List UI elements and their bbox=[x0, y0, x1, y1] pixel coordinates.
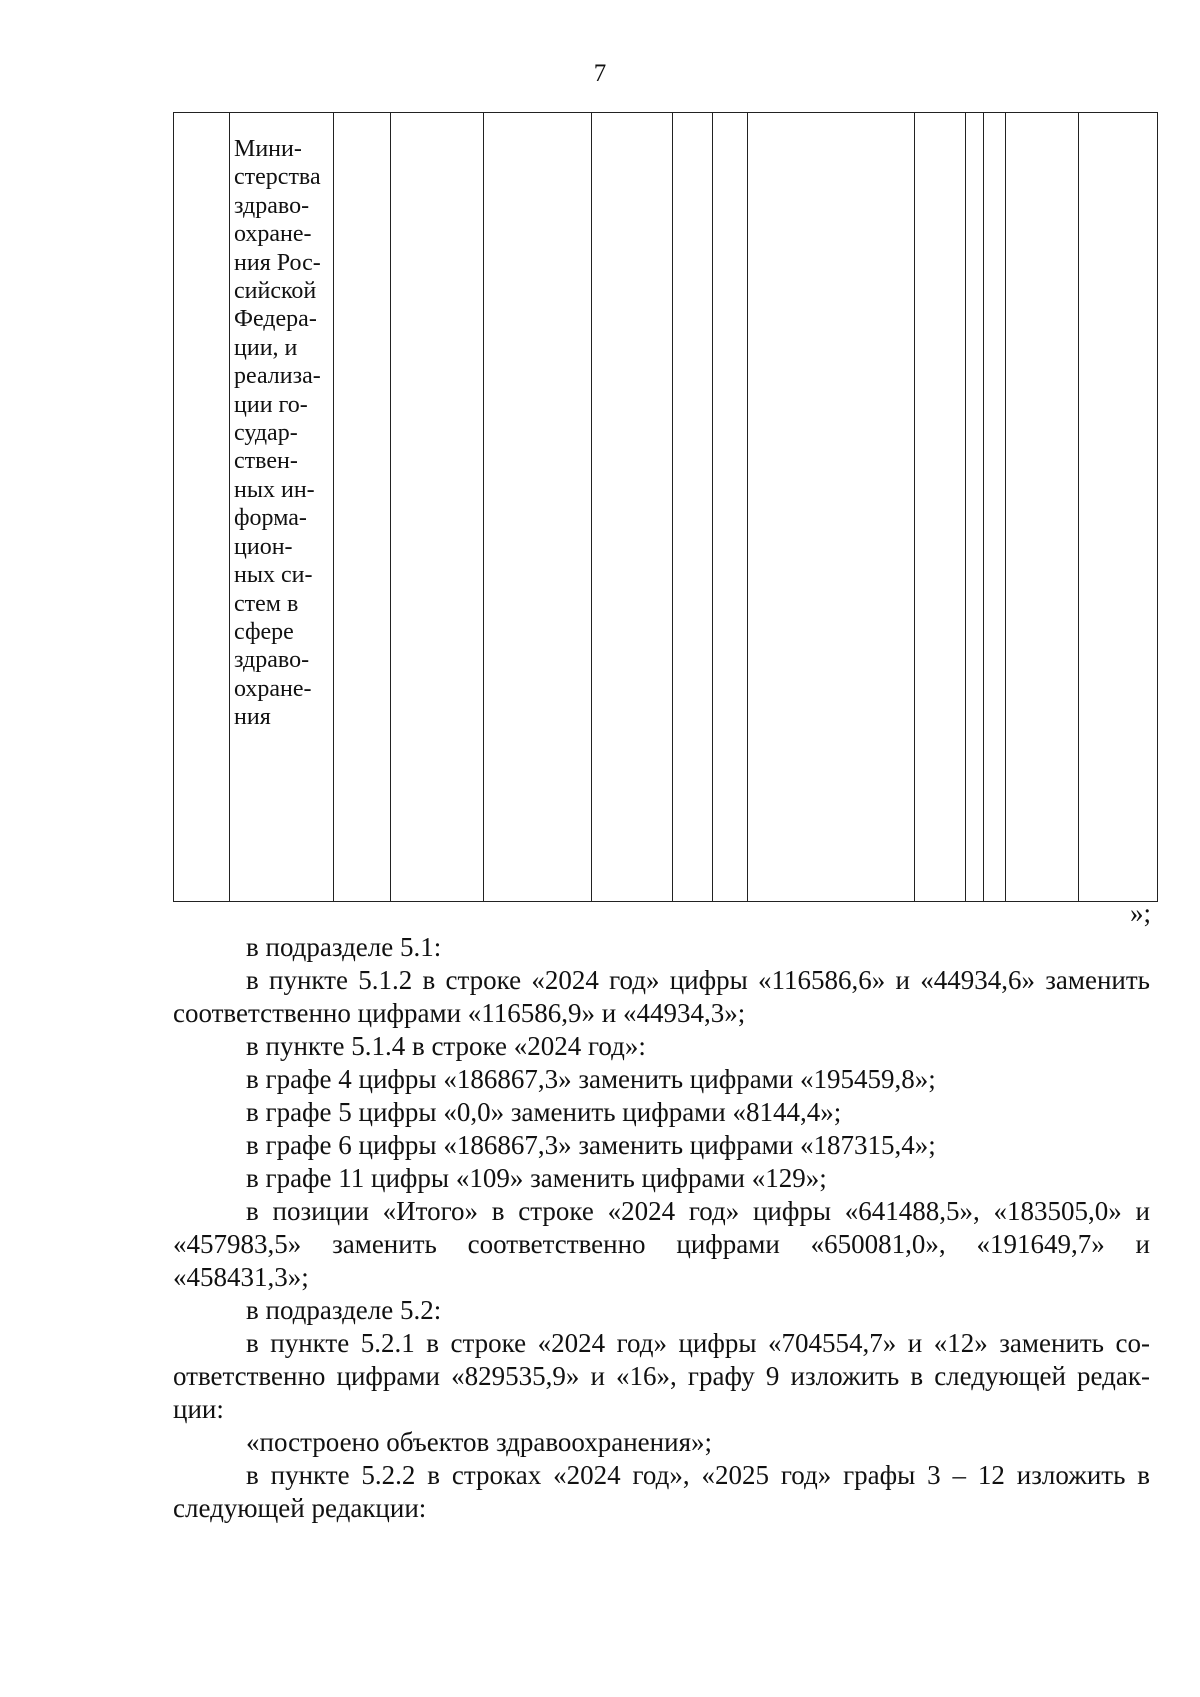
cell-line: ния bbox=[234, 704, 271, 731]
cell-line: стерства bbox=[234, 164, 321, 191]
cell-line: ствен- bbox=[234, 448, 298, 475]
text-line: в пункте 5.2.1 в строке «2024 год» цифры «704554,7» и «12» заменить со- bbox=[246, 1328, 1150, 1358]
cell-text bbox=[230, 113, 333, 732]
cell-line: охране- bbox=[234, 221, 312, 248]
cell-line: здраво- bbox=[234, 192, 310, 219]
cell-line: сфере bbox=[234, 618, 294, 645]
cell-line: здраво- bbox=[234, 647, 310, 674]
text-line: ции: bbox=[173, 1394, 224, 1424]
table-cell bbox=[673, 113, 713, 902]
table-cell bbox=[984, 113, 1006, 902]
text-line: «построено объектов здравоохранения»; bbox=[246, 1427, 712, 1457]
table-cell bbox=[592, 113, 673, 902]
table-cell bbox=[174, 113, 230, 902]
table-fragment bbox=[173, 112, 1158, 902]
table-cell bbox=[391, 113, 484, 902]
table-cell bbox=[713, 113, 748, 902]
closing-quote: »; bbox=[1130, 898, 1152, 928]
cell-line: стем в bbox=[234, 590, 299, 617]
cell-line: ции, и bbox=[234, 334, 298, 361]
table-cell bbox=[230, 113, 334, 902]
text-line: в графе 11 цифры «109» заменить цифрами «129»; bbox=[246, 1163, 827, 1193]
text-line: «458431,3»; bbox=[173, 1262, 309, 1292]
table-cell bbox=[484, 113, 592, 902]
table-cell bbox=[1006, 113, 1079, 902]
text-line: соответственно цифрами «116586,9» и «44934,3»; bbox=[173, 998, 746, 1028]
cell-line: форма- bbox=[234, 505, 307, 532]
cell-line: ции го- bbox=[234, 391, 308, 418]
text-line: ответственно цифрами «829535,9» и «16», графу 9 изложить в следующей редак- bbox=[173, 1361, 1150, 1391]
table-cell bbox=[334, 113, 391, 902]
table-cell bbox=[748, 113, 915, 902]
cell-line: Мини- bbox=[234, 136, 302, 162]
cell-line: ния Рос- bbox=[234, 249, 321, 276]
text-line: в пункте 5.1.2 в строке «2024 год» цифры «116586,6» и «44934,6» заменить bbox=[246, 965, 1150, 995]
text-line: следующей редакции: bbox=[173, 1493, 427, 1523]
table-cell bbox=[1079, 113, 1158, 902]
text-line: в пункте 5.2.2 в строках «2024 год», «2025 год» графы 3 – 12 изложить в bbox=[246, 1460, 1150, 1490]
table-cell bbox=[966, 113, 984, 902]
table-row bbox=[174, 113, 1158, 902]
text-line: в графе 6 цифры «186867,3» заменить цифрами «187315,4»; bbox=[246, 1130, 936, 1160]
text-line: в пункте 5.1.4 в строке «2024 год»: bbox=[246, 1031, 646, 1061]
text-line: в позиции «Итого» в строке «2024 год» цифры «641488,5», «183505,0» и bbox=[246, 1196, 1150, 1226]
table-cell bbox=[915, 113, 966, 902]
text-line: в подразделе 5.1: bbox=[246, 932, 442, 962]
text-line: в подразделе 5.2: bbox=[246, 1295, 442, 1325]
cell-line: цион- bbox=[234, 533, 293, 560]
cell-line: охране- bbox=[234, 675, 312, 702]
cell-line: ных си- bbox=[234, 562, 313, 589]
text-line: в графе 5 цифры «0,0» заменить цифрами «8144,4»; bbox=[246, 1097, 842, 1127]
cell-line: ных ин- bbox=[234, 476, 315, 503]
cell-line: судар- bbox=[234, 420, 298, 447]
cell-line: реализа- bbox=[234, 363, 321, 390]
text-line: в графе 4 цифры «186867,3» заменить цифрами «195459,8»; bbox=[246, 1064, 936, 1094]
text-line: «457983,5» заменить соответственно цифрами «650081,0», «191649,7» и bbox=[173, 1229, 1150, 1259]
cell-line: сийской bbox=[234, 278, 317, 305]
cell-line: Федера- bbox=[234, 306, 317, 333]
page-number: 7 bbox=[593, 60, 607, 87]
data-table bbox=[173, 112, 1158, 902]
